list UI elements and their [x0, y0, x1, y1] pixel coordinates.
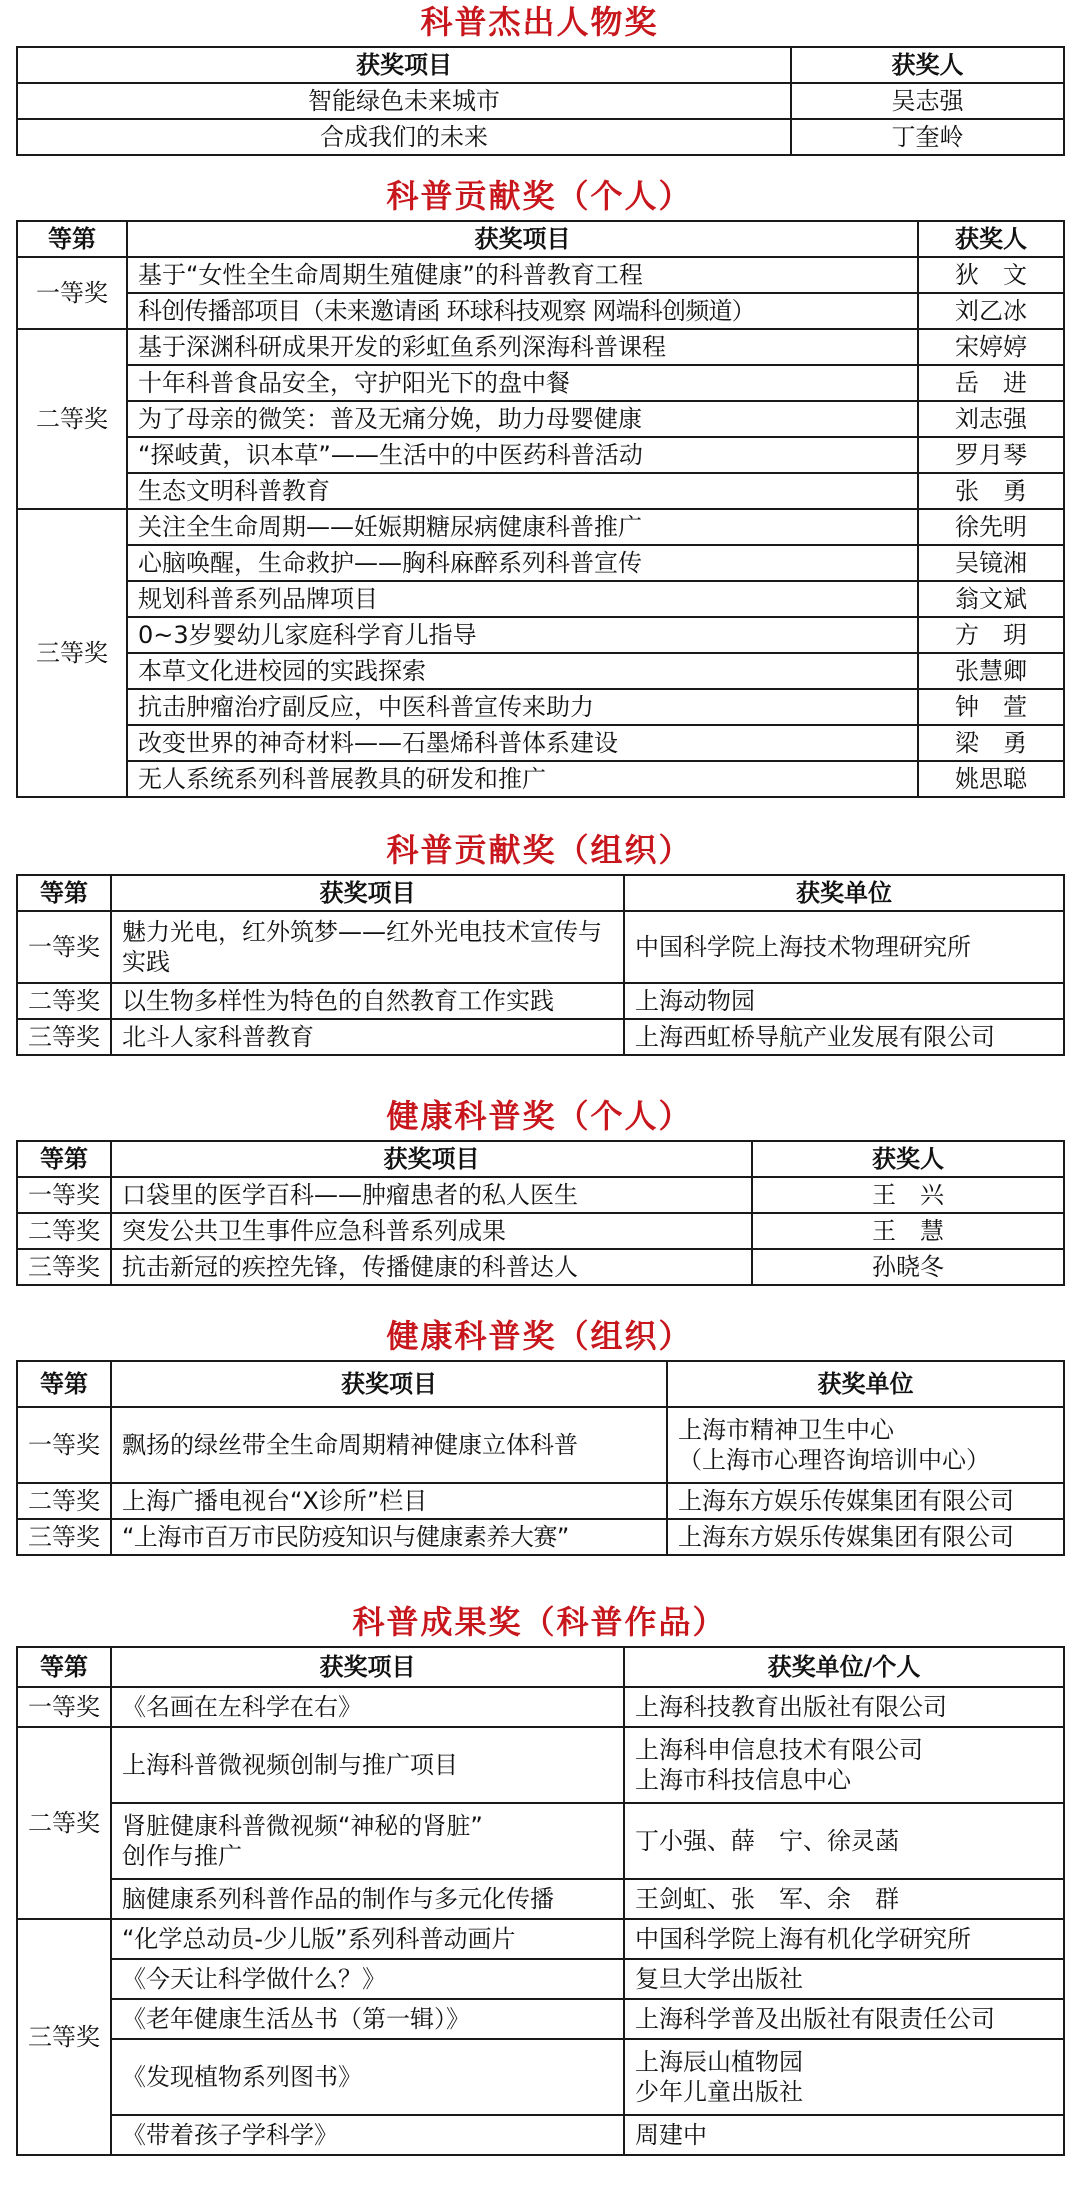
winner-cell: 方 玥 — [918, 617, 1064, 653]
winner-cell: 宋婷婷 — [918, 329, 1064, 365]
project-cell: 科创传播部项目（未来邀请函 环球科技观察 网端科创频道） — [127, 293, 918, 329]
winner-cell — [667, 1407, 1064, 1483]
table-row — [17, 119, 1064, 155]
winner-cell: 上海科技教育出版社有限公司 — [624, 1687, 1064, 1727]
table-row — [17, 1727, 1064, 1803]
winner-cell: 王 慧 — [752, 1213, 1064, 1249]
header-grade: 等第 — [17, 1361, 111, 1407]
section-health-individual — [16, 1096, 1063, 1286]
winner-cell: 刘志强 — [918, 401, 1064, 437]
header-winner: 获奖人 — [918, 221, 1064, 257]
grade-cell: 一等奖 — [17, 911, 111, 983]
header-winner: 获奖单位 — [624, 875, 1064, 911]
table-row — [17, 617, 1064, 653]
table-row — [17, 1177, 1064, 1213]
table-row — [17, 653, 1064, 689]
project-cell: 0~3岁婴幼儿家庭科学育儿指导 — [127, 617, 918, 653]
project-cell: 本草文化进校园的实践探索 — [127, 653, 918, 689]
project-cell: 上海广播电视台“X诊所”栏目 — [111, 1483, 667, 1519]
project-cell: 魅力光电，红外筑梦——红外光电技术宣传与实践 — [111, 911, 624, 983]
project-cell: 北斗人家科普教育 — [111, 1019, 624, 1055]
grade-cell: 一等奖 — [17, 1177, 111, 1213]
award-table — [16, 1646, 1065, 2156]
header-project: 获奖项目 — [127, 221, 918, 257]
table-header-row — [17, 1361, 1064, 1407]
project-cell: 规划科普系列品牌项目 — [127, 581, 918, 617]
grade-cell: 一等奖 — [17, 1407, 111, 1483]
table-row — [17, 365, 1064, 401]
table-row — [17, 1483, 1064, 1519]
table-row — [17, 725, 1064, 761]
table-row — [17, 545, 1064, 581]
project-cell: “探岐黄，识本草”——生活中的中医药科普活动 — [127, 437, 918, 473]
table-row — [17, 509, 1064, 545]
grade-cell: 一等奖 — [17, 257, 127, 329]
section-contribution-individual — [16, 176, 1063, 798]
winner-cell: 上海东方娱乐传媒集团有限公司 — [667, 1483, 1064, 1519]
winner-cell: 丁小强、薛 宁、徐灵菡 — [624, 1803, 1064, 1879]
project-cell: 以生物多样性为特色的自然教育工作实践 — [111, 983, 624, 1019]
winner-cell: 上海西虹桥导航产业发展有限公司 — [624, 1019, 1064, 1055]
winner-line: 上海市精神卫生中心 — [678, 1416, 894, 1444]
project-cell: 基于深渊科研成果开发的彩虹鱼系列深海科普课程 — [127, 329, 918, 365]
award-table — [16, 220, 1065, 798]
table-row — [17, 401, 1064, 437]
table-row — [17, 689, 1064, 725]
award-table — [16, 1360, 1065, 1556]
project-cell: 上海科普微视频创制与推广项目 — [111, 1727, 624, 1803]
section-achievement-works — [16, 1602, 1063, 2156]
table-row — [17, 1687, 1064, 1727]
winner-line: 上海科申信息技术有限公司 — [635, 1736, 923, 1764]
grade-cell: 二等奖 — [17, 983, 111, 1019]
table-row — [17, 83, 1064, 119]
table-header-row — [17, 1141, 1064, 1177]
winner-cell: 王 兴 — [752, 1177, 1064, 1213]
winner-cell: 上海科学普及出版社有限责任公司 — [624, 1999, 1064, 2039]
section-title: 科普贡献奖（个人） — [386, 177, 693, 215]
project-cell: 《老年健康生活丛书（第一辑）》 — [111, 1999, 624, 2039]
project-cell: 《今天让科学做什么？》 — [111, 1959, 624, 1999]
winner-cell: 狄 文 — [918, 257, 1064, 293]
project-cell: 《名画在左科学在右》 — [111, 1687, 624, 1727]
table-row — [17, 293, 1064, 329]
header-winner: 获奖人 — [752, 1141, 1064, 1177]
header-grade: 等第 — [17, 221, 127, 257]
winner-cell: 刘乙冰 — [918, 293, 1064, 329]
table-row — [17, 1919, 1064, 1959]
project-cell: 无人系统系列科普展教具的研发和推广 — [127, 761, 918, 797]
grade-cell: 三等奖 — [17, 1919, 111, 2155]
section-contribution-organization — [16, 830, 1063, 1056]
grade-cell: 二等奖 — [17, 1483, 111, 1519]
table-row — [17, 1407, 1064, 1483]
header-project: 获奖项目 — [111, 1141, 752, 1177]
project-cell: 为了母亲的微笑：普及无痛分娩，助力母婴健康 — [127, 401, 918, 437]
header-grade: 等第 — [17, 1647, 111, 1687]
project-line: 肾脏健康科普微视频“神秘的肾脏” — [122, 1812, 483, 1840]
table-row — [17, 761, 1064, 797]
award-table — [16, 1140, 1065, 1286]
winner-cell — [624, 1727, 1064, 1803]
section-title: 科普贡献奖（组织） — [386, 831, 693, 869]
winner-cell: 张 勇 — [918, 473, 1064, 509]
project-line: 创作与推广 — [122, 1842, 242, 1870]
winner-cell: 张慧卿 — [918, 653, 1064, 689]
winner-cell: 上海东方娱乐传媒集团有限公司 — [667, 1519, 1064, 1555]
section-title: 健康科普奖（个人） — [386, 1097, 693, 1135]
project-cell: 抗击新冠的疾控先锋，传播健康的科普达人 — [111, 1249, 752, 1285]
table-row — [17, 2039, 1064, 2115]
table-row — [17, 2115, 1064, 2155]
header-project: 获奖项目 — [111, 1361, 667, 1407]
grade-cell: 二等奖 — [17, 1213, 111, 1249]
table-row — [17, 1213, 1064, 1249]
table-header-row — [17, 1647, 1064, 1687]
winner-line: （上海市心理咨询培训中心） — [678, 1446, 990, 1474]
table-row — [17, 1519, 1064, 1555]
grade-cell: 二等奖 — [17, 329, 127, 509]
header-grade: 等第 — [17, 875, 111, 911]
winner-cell: 梁 勇 — [918, 725, 1064, 761]
winner-cell: 中国科学院上海技术物理研究所 — [624, 911, 1064, 983]
table-row — [17, 329, 1064, 365]
table-row — [17, 983, 1064, 1019]
table-row — [17, 473, 1064, 509]
table-row — [17, 437, 1064, 473]
project-cell: 智能绿色未来城市 — [17, 83, 791, 119]
winner-cell: 上海动物园 — [624, 983, 1064, 1019]
header-winner: 获奖人 — [791, 47, 1064, 83]
winner-cell: 丁奎岭 — [791, 119, 1064, 155]
header-project: 获奖项目 — [111, 1647, 624, 1687]
winner-cell: 罗月琴 — [918, 437, 1064, 473]
table-row — [17, 1249, 1064, 1285]
award-table — [16, 46, 1065, 156]
winner-cell: 孙晓冬 — [752, 1249, 1064, 1285]
project-cell: 生态文明科普教育 — [127, 473, 918, 509]
header-project: 获奖项目 — [111, 875, 624, 911]
project-cell: 口袋里的医学百科——肿瘤患者的私人医生 — [111, 1177, 752, 1213]
winner-cell: 岳 进 — [918, 365, 1064, 401]
winner-cell: 翁文斌 — [918, 581, 1064, 617]
winner-cell: 中国科学院上海有机化学研究所 — [624, 1919, 1064, 1959]
winner-line: 少年儿童出版社 — [635, 2078, 803, 2106]
award-table — [16, 874, 1065, 1056]
winner-cell: 吴志强 — [791, 83, 1064, 119]
grade-cell: 三等奖 — [17, 1519, 111, 1555]
table-row — [17, 1803, 1064, 1879]
table-row — [17, 911, 1064, 983]
section-title: 科普杰出人物奖 — [420, 3, 659, 41]
grade-cell: 三等奖 — [17, 1019, 111, 1055]
winner-cell: 王剑虹、张 军、余 群 — [624, 1879, 1064, 1919]
section-health-organization — [16, 1316, 1063, 1556]
grade-cell: 三等奖 — [17, 509, 127, 797]
winner-cell — [624, 2039, 1064, 2115]
winner-cell: 钟 萱 — [918, 689, 1064, 725]
header-project: 获奖项目 — [17, 47, 791, 83]
table-header-row — [17, 221, 1064, 257]
section-title: 科普成果奖（科普作品） — [352, 1603, 727, 1641]
section-title: 健康科普奖（组织） — [386, 1317, 693, 1355]
table-row — [17, 1959, 1064, 1999]
project-cell: 十年科普食品安全，守护阳光下的盘中餐 — [127, 365, 918, 401]
winner-cell: 周建中 — [624, 2115, 1064, 2155]
project-cell — [111, 1803, 624, 1879]
section-outstanding-person — [16, 2, 1063, 156]
grade-cell: 一等奖 — [17, 1687, 111, 1727]
header-winner: 获奖单位/个人 — [624, 1647, 1064, 1687]
winner-cell: 吴镜湘 — [918, 545, 1064, 581]
project-cell: 心脑唤醒，生命救护——胸科麻醉系列科普宣传 — [127, 545, 918, 581]
grade-cell: 二等奖 — [17, 1727, 111, 1919]
project-cell: 脑健康系列科普作品的制作与多元化传播 — [111, 1879, 624, 1919]
winner-line: 上海市科技信息中心 — [635, 1766, 851, 1794]
winner-cell: 徐先明 — [918, 509, 1064, 545]
project-cell: “化学总动员-少儿版”系列科普动画片 — [111, 1919, 624, 1959]
project-cell: 飘扬的绿丝带全生命周期精神健康立体科普 — [111, 1407, 667, 1483]
header-winner: 获奖单位 — [667, 1361, 1064, 1407]
project-cell: 关注全生命周期——妊娠期糖尿病健康科普推广 — [127, 509, 918, 545]
winner-line: 上海辰山植物园 — [635, 2048, 803, 2076]
project-cell: 抗击肿瘤治疗副反应，中医科普宣传来助力 — [127, 689, 918, 725]
table-row — [17, 1879, 1064, 1919]
table-row — [17, 257, 1064, 293]
winner-cell: 复旦大学出版社 — [624, 1959, 1064, 1999]
table-header-row — [17, 875, 1064, 911]
project-cell: 改变世界的神奇材料——石墨烯科普体系建设 — [127, 725, 918, 761]
project-cell: “上海市百万市民防疫知识与健康素养大赛” — [111, 1519, 667, 1555]
project-cell: 《带着孩子学科学》 — [111, 2115, 624, 2155]
table-row — [17, 581, 1064, 617]
project-cell: 基于“女性全生命周期生殖健康”的科普教育工程 — [127, 257, 918, 293]
table-row — [17, 1019, 1064, 1055]
header-grade: 等第 — [17, 1141, 111, 1177]
project-cell: 合成我们的未来 — [17, 119, 791, 155]
grade-cell: 三等奖 — [17, 1249, 111, 1285]
project-cell: 《发现植物系列图书》 — [111, 2039, 624, 2115]
project-cell: 突发公共卫生事件应急科普系列成果 — [111, 1213, 752, 1249]
table-row — [17, 1999, 1064, 2039]
table-header-row — [17, 47, 1064, 83]
winner-cell: 姚思聪 — [918, 761, 1064, 797]
